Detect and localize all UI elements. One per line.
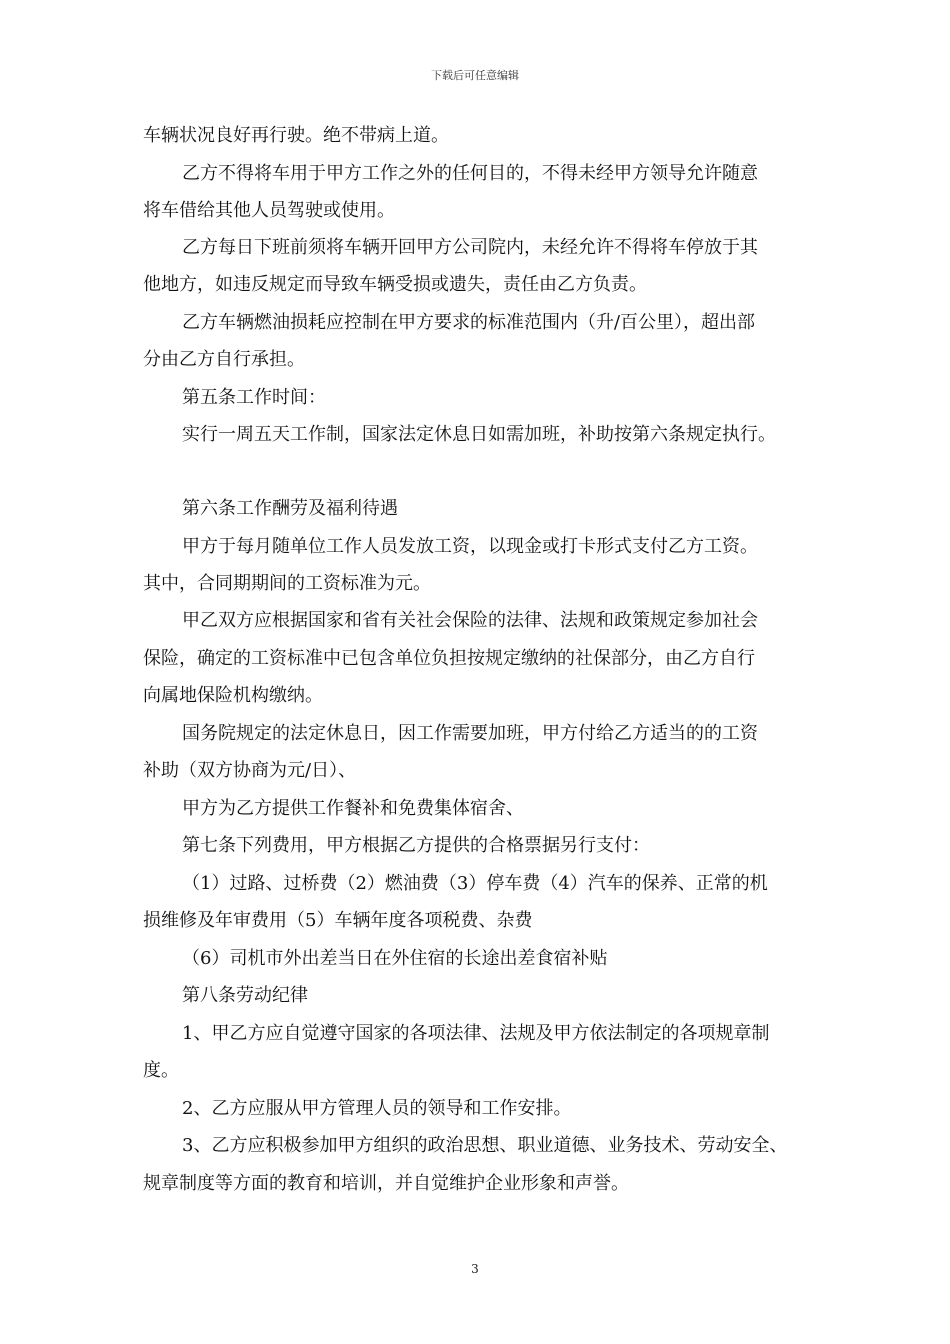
text-line: （6）司机市外出差当日在外住宿的长途出差食宿补贴 — [182, 948, 608, 969]
text-line: 乙方不得将车用于甲方工作之外的任何目的，不得未经甲方领导允许随意 — [182, 163, 758, 184]
text-line: 向属地保险机构缴纳。 — [143, 685, 323, 706]
text-line: 度。 — [143, 1060, 179, 1081]
text-line: 国务院规定的法定休息日，因工作需要加班，甲方付给乙方适当的的工资 — [182, 723, 758, 744]
text-line: 甲乙双方应根据国家和省有关社会保险的法律、法规和政策规定参加社会 — [182, 610, 758, 631]
text-line: 其中，合同期期间的工资标准为元。 — [143, 573, 431, 594]
text-line: 分由乙方自行承担。 — [143, 349, 305, 370]
section-heading-article-7: 第七条下列费用，甲方根据乙方提供的合格票据另行支付： — [182, 835, 650, 856]
text-line: 乙方车辆燃油损耗应控制在甲方要求的标准范围内（升/百公里），超出部 — [182, 312, 756, 333]
page-number: 3 — [471, 1262, 479, 1276]
text-line: 保险，确定的工资标准中已包含单位负担按规定缴纳的社保部分，由乙方自行 — [143, 648, 755, 669]
text-line: 3、乙方应积极参加甲方组织的政治思想、职业道德、业务技术、劳动安全、 — [182, 1135, 788, 1156]
download-note-header: 下载后可任意编辑 — [431, 69, 519, 82]
section-heading-article-6: 第六条工作酬劳及福利待遇 — [182, 498, 398, 519]
text-line: （1）过路、过桥费（2）燃油费（3）停车费（4）汽车的保养、正常的机 — [182, 873, 768, 894]
text-line: 他地方，如违反规定而导致车辆受损或遗失，责任由乙方负责。 — [143, 274, 647, 295]
section-heading-article-8: 第八条劳动纪律 — [182, 985, 308, 1006]
text-line: 损维修及年审费用（5）车辆年度各项税费、杂费 — [143, 910, 533, 931]
text-line: 实行一周五天工作制，国家法定休息日如需加班，补助按第六条规定执行。 — [182, 424, 776, 445]
text-line: 甲方为乙方提供工作餐补和免费集体宿舍、 — [182, 798, 524, 819]
text-line: 1、甲乙方应自觉遵守国家的各项法律、法规及甲方依法制定的各项规章制 — [182, 1023, 770, 1044]
text-line: 补助（双方协商为元/日）、 — [143, 760, 357, 781]
text-line: 规章制度等方面的教育和培训，并自觉维护企业形象和声誉。 — [143, 1173, 629, 1194]
text-line: 甲方于每月随单位工作人员发放工资，以现金或打卡形式支付乙方工资。 — [182, 536, 758, 557]
text-line: 车辆状况良好再行驶。绝不带病上道。 — [143, 125, 449, 146]
text-line: 将车借给其他人员驾驶或使用。 — [143, 200, 395, 221]
section-heading-article-5: 第五条工作时间： — [182, 387, 326, 408]
text-line: 乙方每日下班前须将车辆开回甲方公司院内，未经允许不得将车停放于其 — [182, 237, 758, 258]
text-line: 2、乙方应服从甲方管理人员的领导和工作安排。 — [182, 1098, 572, 1119]
